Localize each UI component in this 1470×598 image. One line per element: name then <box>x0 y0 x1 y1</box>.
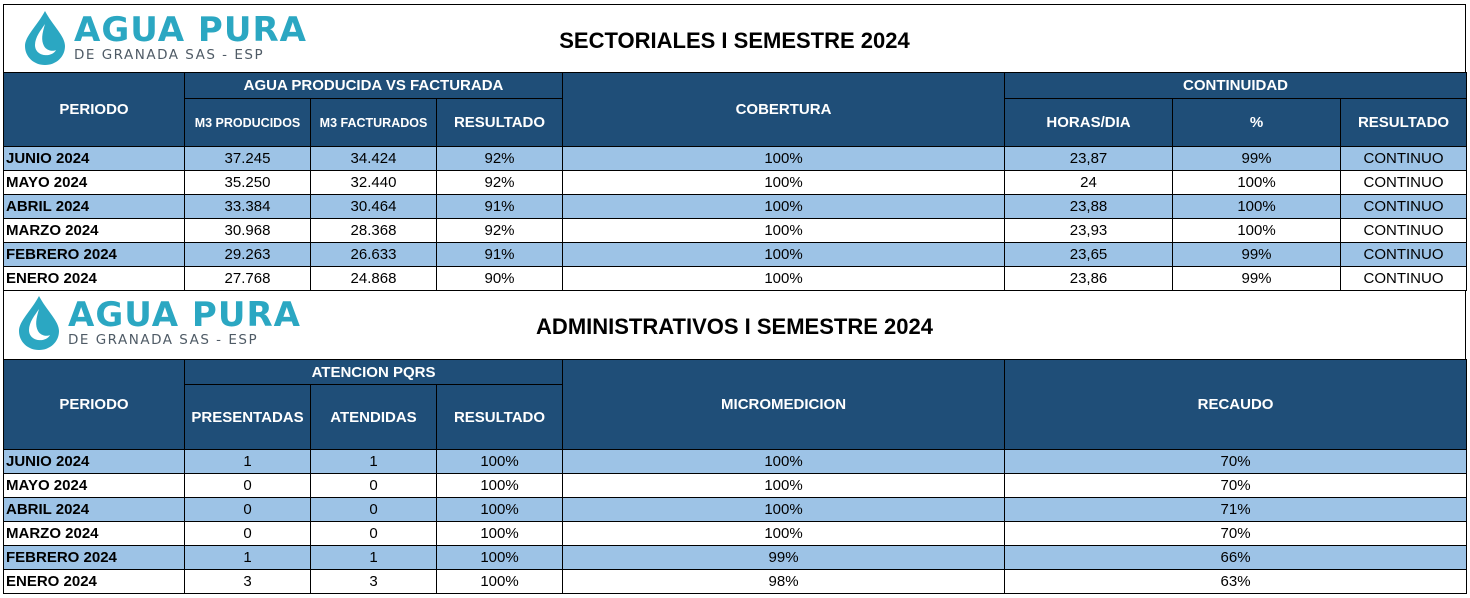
cell-porcentaje: 100% <box>1173 195 1341 219</box>
cell-presentadas: 1 <box>185 450 311 474</box>
col-cobertura: COBERTURA <box>563 73 1005 147</box>
cell-presentadas: 0 <box>185 498 311 522</box>
col-resultado: RESULTADO <box>437 385 563 450</box>
cell-producidos: 29.263 <box>185 243 311 267</box>
cell-producidos: 37.245 <box>185 147 311 171</box>
cell-cobertura: 100% <box>563 267 1005 291</box>
col-horas-dia: HORAS/DIA <box>1005 99 1173 147</box>
cell-porcentaje: 99% <box>1173 243 1341 267</box>
cell-porcentaje: 100% <box>1173 219 1341 243</box>
administrativos-table <box>3 359 1467 594</box>
table-row <box>4 498 1467 522</box>
cell-resultado: 100% <box>437 474 563 498</box>
cell-estado: CONTINUO <box>1341 171 1467 195</box>
cell-facturados: 28.368 <box>311 219 437 243</box>
cell-horas: 23,88 <box>1005 195 1173 219</box>
cell-facturados: 26.633 <box>311 243 437 267</box>
logo-subtitle: DE GRANADA SAS - ESP <box>74 47 265 64</box>
cell-recaudo: 66% <box>1005 546 1467 570</box>
cell-facturados: 34.424 <box>311 147 437 171</box>
cell-cobertura: 100% <box>563 243 1005 267</box>
cell-recaudo: 71% <box>1005 498 1467 522</box>
cell-recaudo: 70% <box>1005 522 1467 546</box>
col-periodo: PERIODO <box>4 73 185 147</box>
cell-periodo: FEBRERO 2024 <box>4 243 185 267</box>
cell-atendidas: 0 <box>311 474 437 498</box>
cell-resultado: 100% <box>437 450 563 474</box>
col-m3-facturados: M3 FACTURADOS <box>311 99 437 147</box>
col-periodo: PERIODO <box>4 360 185 450</box>
cell-porcentaje: 99% <box>1173 267 1341 291</box>
cell-recaudo: 70% <box>1005 450 1467 474</box>
table-row <box>4 522 1467 546</box>
spreadsheet <box>3 4 1466 594</box>
cell-resultado: 91% <box>437 243 563 267</box>
cell-cobertura: 100% <box>563 171 1005 195</box>
cell-facturados: 30.464 <box>311 195 437 219</box>
cell-periodo: MARZO 2024 <box>4 522 185 546</box>
cell-resultado: 91% <box>437 195 563 219</box>
cell-horas: 23,86 <box>1005 267 1173 291</box>
cell-facturados: 32.440 <box>311 171 437 195</box>
cell-horas: 23,65 <box>1005 243 1173 267</box>
table-row <box>4 171 1467 195</box>
table-row <box>4 267 1467 291</box>
cell-presentadas: 1 <box>185 546 311 570</box>
col-resultado: RESULTADO <box>437 99 563 147</box>
cell-micromedicion: 100% <box>563 522 1005 546</box>
cell-presentadas: 0 <box>185 474 311 498</box>
cell-producidos: 35.250 <box>185 171 311 195</box>
cell-atendidas: 0 <box>311 522 437 546</box>
col-porcentaje: % <box>1173 99 1341 147</box>
sectoriales-title: SECTORIALES I SEMESTRE 2024 <box>559 28 910 53</box>
table-row <box>4 474 1467 498</box>
cell-producidos: 27.768 <box>185 267 311 291</box>
cell-recaudo: 63% <box>1005 570 1467 594</box>
col-recaudo: RECAUDO <box>1005 360 1467 450</box>
col-m3-producidos: M3 PRODUCIDOS <box>185 99 311 147</box>
administrativos-title: ADMINISTRATIVOS I SEMESTRE 2024 <box>536 314 933 339</box>
cell-micromedicion: 100% <box>563 450 1005 474</box>
cell-presentadas: 3 <box>185 570 311 594</box>
sectoriales-header-band <box>3 4 1466 72</box>
cell-recaudo: 70% <box>1005 474 1467 498</box>
table-row <box>4 243 1467 267</box>
cell-micromedicion: 98% <box>563 570 1005 594</box>
col-atendidas: ATENDIDAS <box>311 385 437 450</box>
cell-cobertura: 100% <box>563 219 1005 243</box>
col-presentadas: PRESENTADAS <box>185 385 311 450</box>
cell-horas: 23,87 <box>1005 147 1173 171</box>
cell-estado: CONTINUO <box>1341 195 1467 219</box>
cell-porcentaje: 99% <box>1173 147 1341 171</box>
cell-micromedicion: 99% <box>563 546 1005 570</box>
cell-resultado: 100% <box>437 522 563 546</box>
cell-atendidas: 3 <box>311 570 437 594</box>
cell-horas: 23,93 <box>1005 219 1173 243</box>
cell-atendidas: 1 <box>311 546 437 570</box>
table-row <box>4 195 1467 219</box>
cell-presentadas: 0 <box>185 522 311 546</box>
cell-estado: CONTINUO <box>1341 267 1467 291</box>
cell-estado: CONTINUO <box>1341 147 1467 171</box>
cell-estado: CONTINUO <box>1341 243 1467 267</box>
cell-periodo: FEBRERO 2024 <box>4 546 185 570</box>
cell-producidos: 30.968 <box>185 219 311 243</box>
cell-periodo: JUNIO 2024 <box>4 450 185 474</box>
cell-estado: CONTINUO <box>1341 219 1467 243</box>
cell-periodo: ENERO 2024 <box>4 267 185 291</box>
cell-periodo: MAYO 2024 <box>4 474 185 498</box>
group-agua-producida: AGUA PRODUCIDA VS FACTURADA <box>185 73 563 99</box>
cell-horas: 24 <box>1005 171 1173 195</box>
cell-micromedicion: 100% <box>563 474 1005 498</box>
cell-resultado: 100% <box>437 498 563 522</box>
cell-atendidas: 0 <box>311 498 437 522</box>
group-atencion-pqrs: ATENCION PQRS <box>185 360 563 385</box>
cell-porcentaje: 100% <box>1173 171 1341 195</box>
table-row <box>4 147 1467 171</box>
table-row <box>4 219 1467 243</box>
col-micromedicion: MICROMEDICION <box>563 360 1005 450</box>
cell-periodo: ABRIL 2024 <box>4 498 185 522</box>
cell-resultado: 90% <box>437 267 563 291</box>
col-resultado-continuidad: RESULTADO <box>1341 99 1467 147</box>
cell-atendidas: 1 <box>311 450 437 474</box>
group-continuidad: CONTINUIDAD <box>1005 73 1467 99</box>
cell-periodo: JUNIO 2024 <box>4 147 185 171</box>
cell-cobertura: 100% <box>563 195 1005 219</box>
table-row <box>4 450 1467 474</box>
cell-periodo: ABRIL 2024 <box>4 195 185 219</box>
cell-producidos: 33.384 <box>185 195 311 219</box>
administrativos-header-band <box>3 291 1466 359</box>
cell-facturados: 24.868 <box>311 267 437 291</box>
cell-periodo: ENERO 2024 <box>4 570 185 594</box>
logo-name: AGUA PURA <box>68 295 301 336</box>
logo-name: AGUA PURA <box>74 10 307 51</box>
cell-micromedicion: 100% <box>563 498 1005 522</box>
cell-resultado: 100% <box>437 546 563 570</box>
logo-subtitle: DE GRANADA SAS - ESP <box>68 332 259 349</box>
cell-periodo: MAYO 2024 <box>4 171 185 195</box>
cell-periodo: MARZO 2024 <box>4 219 185 243</box>
cell-resultado: 92% <box>437 171 563 195</box>
sectoriales-table <box>3 72 1467 291</box>
table-row <box>4 546 1467 570</box>
cell-resultado: 100% <box>437 570 563 594</box>
cell-resultado: 92% <box>437 147 563 171</box>
cell-resultado: 92% <box>437 219 563 243</box>
table-row <box>4 570 1467 594</box>
cell-cobertura: 100% <box>563 147 1005 171</box>
